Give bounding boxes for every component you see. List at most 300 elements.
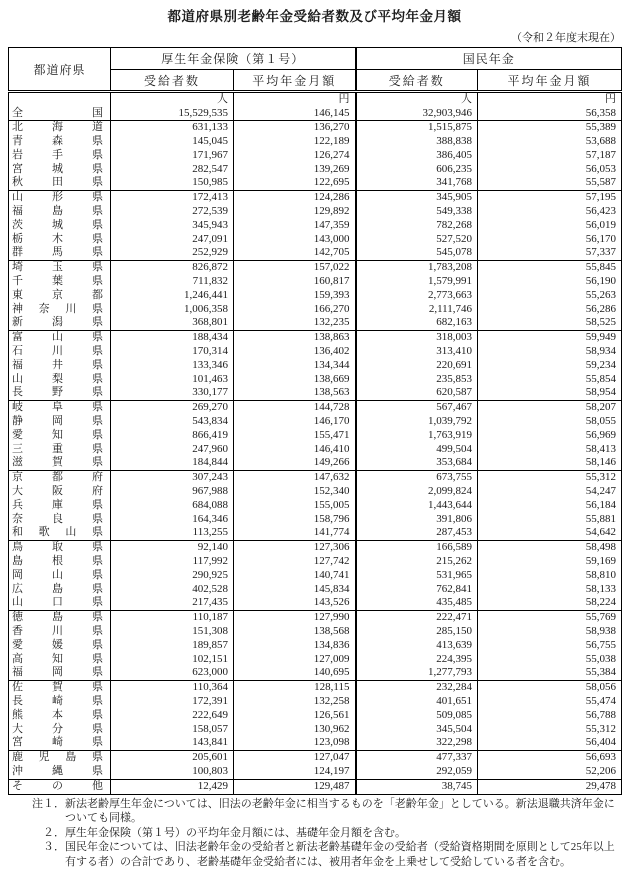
prefecture-name-text: 全 国: [12, 106, 103, 119]
value-cell: 159,393: [234, 289, 356, 303]
value-cell: 252,929: [111, 246, 234, 260]
value-cell: 217,435: [111, 596, 234, 610]
value-cell: 205,601: [192, 751, 228, 764]
value-cell: 133,346: [192, 358, 228, 371]
prefecture-name: [9, 765, 111, 779]
unit-label: 人: [217, 93, 228, 105]
prefecture-name-text: 島 根 県: [12, 555, 103, 567]
value-cell: 128,115: [234, 681, 356, 695]
value-cell: 673,755: [356, 471, 478, 485]
value-cell: 247,091: [192, 232, 228, 245]
note-text: 厚生年金保険（第１号）の平均年金月額には、基礎年金月額を含む。: [65, 826, 406, 839]
prefecture-name: [9, 471, 111, 485]
note-marker: ２．: [43, 826, 65, 839]
prefecture-name: [9, 415, 111, 429]
value-cell: 1,039,792: [356, 415, 478, 429]
table-row: [9, 625, 622, 639]
prefecture-name: [9, 359, 111, 373]
value-cell: 1,579,991: [356, 275, 478, 289]
table-row: [9, 415, 622, 429]
value-cell: 2,099,824: [356, 485, 478, 499]
table-row: [9, 373, 622, 387]
prefecture-name-text: 東 京 都: [12, 288, 103, 301]
value-cell: 140,695: [234, 666, 356, 680]
table-body: [9, 92, 622, 795]
prefecture-name: [9, 331, 111, 345]
value-cell: 285,150: [356, 625, 478, 639]
prefecture-name-text: 三 重 県: [12, 442, 103, 455]
value-cell: 189,857: [192, 638, 228, 651]
value-cell: 147,359: [234, 219, 356, 233]
value-cell: 55,038: [478, 653, 622, 667]
value-cell: 140,741: [234, 569, 356, 583]
prefecture-name: [9, 233, 111, 247]
value-cell: 166,270: [234, 303, 356, 317]
value-cell: 58,413: [478, 443, 622, 457]
value-cell: 58,525: [478, 316, 622, 330]
value-cell: 58,055: [478, 415, 622, 429]
value-cell: 58,133: [478, 583, 622, 597]
value-cell: 56,184: [478, 499, 622, 513]
value-cell: 127,306: [234, 541, 356, 555]
value-cell: 222,649: [192, 708, 228, 721]
prefecture-name: [9, 569, 111, 583]
value-cell: 126,561: [234, 709, 356, 723]
prefecture-name: [9, 513, 111, 527]
value-cell: 55,312: [478, 723, 622, 737]
value-cell: 215,262: [356, 555, 478, 569]
note-marker: 注１．: [32, 797, 65, 810]
value-cell: 287,453: [356, 526, 478, 540]
value-cell: 322,298: [356, 736, 478, 750]
prefecture-name-text: 福 岡 県: [12, 666, 103, 679]
prefecture-name-text: 長 崎 県: [12, 694, 103, 707]
value-cell: 402,528: [192, 582, 228, 595]
table-row: [9, 303, 622, 317]
prefecture-name-text: 宮 城 県: [12, 162, 103, 175]
value-cell: 567,467: [356, 401, 478, 415]
table-row: [9, 723, 622, 737]
prefecture-name-text: 大 阪 府: [12, 485, 103, 498]
value-cell: 132,235: [234, 316, 356, 330]
value-cell: 413,639: [356, 639, 478, 653]
value-cell: 100,803: [111, 765, 234, 779]
value-cell: 55,389: [478, 121, 622, 135]
sub-header-average-kokumin: 平均年金月額: [478, 70, 622, 92]
corner-header-prefecture: 都道府県: [9, 48, 111, 92]
note-text: 新法老齢厚生年金については、旧法の老齢年金に相当するものを「老齢年金」としている。新法退職共済年金についても同様。: [65, 797, 615, 825]
table-row: [9, 709, 622, 723]
value-cell: 56,286: [478, 303, 622, 317]
table-row: [9, 736, 622, 750]
note-item: [32, 840, 622, 869]
value-cell: 58,224: [478, 596, 622, 610]
prefecture-name-text: 沖 縄 県: [12, 764, 103, 777]
prefecture-name-text: 北 海 道: [12, 121, 103, 134]
prefecture-name-text: 熊 本 県: [12, 708, 103, 721]
prefecture-name: [9, 456, 111, 470]
value-cell: 2,111,746: [356, 303, 478, 317]
prefecture-name-text: 山 口 県: [12, 596, 103, 609]
prefecture-name: [9, 176, 111, 190]
prefecture-name: [9, 191, 111, 205]
page-title: 都道府県別老齢年金受給者数及び平均年金月額: [167, 9, 462, 25]
prefecture-name-text: 京 都 府: [12, 471, 103, 484]
prefecture-name: [9, 555, 111, 569]
value-cell: 143,526: [234, 596, 356, 610]
value-cell: 435,485: [356, 596, 478, 610]
prefecture-name-text: 福 島 県: [12, 205, 103, 218]
table-row: [9, 681, 622, 695]
value-cell: 762,841: [356, 583, 478, 597]
notes-list: [32, 797, 622, 870]
value-cell: 155,471: [234, 429, 356, 443]
value-cell: 866,419: [192, 428, 228, 441]
value-cell: 967,988: [192, 485, 228, 498]
value-cell: 545,078: [356, 246, 478, 260]
value-cell: 123,098: [234, 736, 356, 750]
table-row: [9, 666, 622, 680]
prefecture-name-text: そ の 他: [12, 779, 103, 792]
prefecture-name-text: 広 島 県: [12, 582, 103, 595]
value-cell: 401,651: [356, 695, 478, 709]
value-cell: 224,395: [356, 653, 478, 667]
prefecture-name: [9, 401, 111, 415]
value-cell: 146,410: [234, 443, 356, 457]
value-cell: 158,057: [192, 722, 228, 735]
value-cell: 477,337: [356, 751, 478, 765]
prefecture-name-text: 茨 城 県: [12, 218, 103, 231]
table-row: [9, 121, 622, 135]
table-row: [9, 639, 622, 653]
value-cell: 184,844: [111, 456, 234, 470]
value-cell: 132,258: [234, 695, 356, 709]
date-note: （令和２年度末現在）: [511, 32, 621, 44]
prefecture-name: [9, 373, 111, 387]
value-cell: 55,854: [478, 373, 622, 387]
value-cell: 127,009: [234, 653, 356, 667]
value-cell: 38,745: [356, 779, 478, 794]
value-cell: 143,841: [111, 736, 234, 750]
sub-header-average-kosei: 平均年金月額: [234, 70, 356, 92]
value-cell: 53,688: [478, 135, 622, 149]
table-row: [9, 331, 622, 345]
value-cell: 145,045: [192, 135, 228, 148]
prefecture-name-text: 愛 媛 県: [12, 638, 103, 651]
value-cell: 150,985: [111, 176, 234, 190]
table-row: [9, 386, 622, 400]
value-cell: 345,943: [192, 218, 228, 231]
value-cell: 56,404: [478, 736, 622, 750]
value-cell: 56,190: [478, 275, 622, 289]
value-cell: 55,769: [478, 611, 622, 625]
value-cell: 139,269: [234, 163, 356, 177]
value-cell: 142,705: [234, 246, 356, 260]
value-cell: 55,263: [478, 289, 622, 303]
value-cell: 138,863: [234, 331, 356, 345]
prefecture-name-text: 大 分 県: [12, 722, 103, 735]
table-row: [9, 513, 622, 527]
prefecture-name-text: 山 形 県: [12, 191, 103, 204]
value-cell: 57,337: [478, 246, 622, 260]
prefecture-name: [9, 135, 111, 149]
value-cell: 55,845: [478, 261, 622, 275]
table-row: [9, 611, 622, 625]
value-cell: 59,234: [478, 359, 622, 373]
prefecture-name: [9, 723, 111, 737]
value-cell: 56,693: [478, 751, 622, 765]
value-cell: 92,140: [197, 541, 228, 554]
value-cell: 172,413: [192, 191, 228, 204]
prefecture-name: [9, 386, 111, 400]
value-cell: 58,056: [478, 681, 622, 695]
prefecture-name: [9, 261, 111, 275]
table-row: [9, 135, 622, 149]
value-cell: 124,286: [234, 191, 356, 205]
value-cell: 127,990: [234, 611, 356, 625]
value-cell: 631,133: [192, 121, 228, 134]
value-cell: 136,402: [234, 345, 356, 359]
prefecture-name: [9, 583, 111, 597]
prefecture-name: [9, 121, 111, 135]
table-row: [9, 233, 622, 247]
value-cell: 232,284: [356, 681, 478, 695]
value-cell: 368,801: [111, 316, 234, 330]
value-cell: 129,487: [234, 779, 356, 794]
value-cell: 58,146: [478, 456, 622, 470]
value-cell: 56,423: [478, 205, 622, 219]
prefecture-name-text: 岩 手 県: [12, 148, 103, 161]
value-cell: 146,170: [234, 415, 356, 429]
value-cell: 606,235: [356, 163, 478, 177]
value-cell: 1,277,793: [356, 666, 478, 680]
value-cell: 386,405: [356, 149, 478, 163]
prefecture-name: [9, 316, 111, 330]
prefecture-name-text: 兵 庫 県: [12, 498, 103, 511]
value-cell: 313,410: [356, 345, 478, 359]
value-cell: 56,053: [478, 163, 622, 177]
value-cell: 127,742: [234, 555, 356, 569]
value-cell: 54,247: [478, 485, 622, 499]
value-cell: 12,429: [197, 779, 228, 792]
value-cell: 59,949: [478, 331, 622, 345]
value-cell: 138,563: [234, 386, 356, 400]
value-cell: 543,834: [192, 415, 228, 428]
value-cell: 247,960: [192, 442, 228, 455]
prefecture-name: [9, 681, 111, 695]
value-cell: 345,504: [356, 723, 478, 737]
prefecture-name: [9, 345, 111, 359]
prefecture-name: [9, 246, 111, 260]
value-cell: 782,268: [356, 219, 478, 233]
group-header-row: [9, 48, 622, 70]
value-cell: 55,384: [478, 666, 622, 680]
table-row: [9, 149, 622, 163]
table-row: [9, 219, 622, 233]
value-cell: 138,568: [234, 625, 356, 639]
prefecture-name-text: 千 葉 県: [12, 275, 103, 288]
value-cell: 52,206: [478, 765, 622, 779]
value-cell: 388,838: [356, 135, 478, 149]
value-cell: 56,788: [478, 709, 622, 723]
table-row: [9, 596, 622, 610]
table-row: [9, 751, 622, 765]
prefecture-name-text: 愛 知 県: [12, 428, 103, 441]
note-item: [32, 797, 622, 826]
value-cell: 58,934: [478, 345, 622, 359]
value-cell: 353,684: [356, 456, 478, 470]
prefecture-name: [9, 526, 111, 540]
value-cell: 171,967: [192, 148, 228, 161]
value-cell: 151,308: [192, 624, 228, 637]
table-row: [9, 765, 622, 779]
value-cell: 55,312: [478, 471, 622, 485]
table-row: [9, 583, 622, 597]
value-cell: 1,763,919: [356, 429, 478, 443]
value-cell: 620,587: [356, 386, 478, 400]
value-cell: 170,314: [192, 345, 228, 358]
prefecture-name: [9, 163, 111, 177]
value-cell: 141,774: [234, 526, 356, 540]
value-cell: 549,338: [356, 205, 478, 219]
prefecture-name: [9, 541, 111, 555]
table-row: [9, 443, 622, 457]
value-cell: 391,806: [356, 513, 478, 527]
value-cell: 136,270: [234, 121, 356, 135]
table-row: [9, 107, 622, 121]
value-cell: 144,728: [234, 401, 356, 415]
value-cell: 499,504: [356, 443, 478, 457]
value-cell: 292,059: [356, 765, 478, 779]
unit-label: 円: [234, 92, 356, 107]
prefecture-name-text: 佐 賀 県: [12, 681, 103, 694]
units-row: [9, 92, 622, 107]
prefecture-name-text: 鳥 取 県: [12, 541, 103, 554]
prefecture-name-text: 秋 田 県: [12, 176, 103, 189]
table-row: [9, 246, 622, 260]
value-cell: 129,892: [234, 205, 356, 219]
prefecture-name: [9, 736, 111, 750]
prefecture-name: [9, 625, 111, 639]
note-marker: ３．: [43, 841, 65, 854]
prefecture-name-text: 富 山 県: [12, 331, 103, 344]
value-cell: 55,474: [478, 695, 622, 709]
prefecture-name: [9, 666, 111, 680]
value-cell: 2,773,663: [356, 289, 478, 303]
value-cell: 32,903,946: [356, 107, 478, 121]
value-cell: 124,197: [234, 765, 356, 779]
prefecture-name-text: 岐 阜 県: [12, 401, 103, 414]
table-row: [9, 695, 622, 709]
value-cell: 157,022: [234, 261, 356, 275]
value-cell: 158,796: [234, 513, 356, 527]
prefecture-name: [9, 107, 111, 121]
table-row: [9, 191, 622, 205]
table-row: [9, 261, 622, 275]
note-item: [32, 826, 622, 841]
table-row: [9, 779, 622, 794]
value-cell: 711,832: [192, 275, 228, 288]
units-blank-cell: [9, 92, 111, 107]
value-cell: 122,189: [234, 135, 356, 149]
prefecture-name: [9, 149, 111, 163]
value-cell: 282,547: [192, 162, 228, 175]
table-row: [9, 359, 622, 373]
value-cell: 826,872: [192, 261, 228, 274]
value-cell: 235,853: [356, 373, 478, 387]
value-cell: 59,169: [478, 555, 622, 569]
prefecture-name-text: 山 梨 県: [12, 372, 103, 385]
value-cell: 58,938: [478, 625, 622, 639]
value-cell: 55,881: [478, 513, 622, 527]
value-cell: 164,346: [192, 512, 228, 525]
table-row: [9, 401, 622, 415]
value-cell: 146,145: [234, 107, 356, 121]
group-header-kosei: 厚生年金保険（第１号）: [111, 48, 356, 70]
value-cell: 145,834: [234, 583, 356, 597]
prefecture-name: [9, 653, 111, 667]
prefecture-name-text: 香 川 県: [12, 624, 103, 637]
prefecture-name: [9, 611, 111, 625]
prefecture-name-text: 群 馬 県: [12, 246, 103, 259]
value-cell: 684,088: [192, 498, 228, 511]
table-row: [9, 555, 622, 569]
prefecture-name-text: 静 岡 県: [12, 415, 103, 428]
group-header-kokumin: 国民年金: [356, 48, 622, 70]
table-row: [9, 569, 622, 583]
value-cell: 307,243: [192, 471, 228, 484]
value-cell: 58,207: [478, 401, 622, 415]
value-cell: 143,000: [234, 233, 356, 247]
value-cell: 188,434: [192, 331, 228, 344]
prefecture-name: [9, 695, 111, 709]
prefecture-name: [9, 709, 111, 723]
value-cell: 102,151: [192, 652, 228, 665]
value-cell: 57,187: [478, 149, 622, 163]
prefecture-name: [9, 429, 111, 443]
prefecture-name-text: 栃 木 県: [12, 232, 103, 245]
prefecture-name: [9, 289, 111, 303]
value-cell: 149,266: [234, 456, 356, 470]
prefecture-name: [9, 205, 111, 219]
value-cell: 138,669: [234, 373, 356, 387]
table-row: [9, 163, 622, 177]
table-row: [9, 275, 622, 289]
value-cell: 134,836: [234, 639, 356, 653]
value-cell: 57,195: [478, 191, 622, 205]
prefecture-name-text: 福 井 県: [12, 358, 103, 371]
value-cell: 56,755: [478, 639, 622, 653]
prefecture-name-text: 新 潟 県: [12, 316, 103, 329]
prefecture-name-text: 鹿 児 島 県: [12, 751, 103, 764]
value-cell: 56,019: [478, 219, 622, 233]
prefecture-name-text: 奈 良 県: [12, 512, 103, 525]
value-cell: 55,587: [478, 176, 622, 190]
value-cell: 220,691: [356, 359, 478, 373]
value-cell: 1,246,441: [184, 288, 228, 301]
unit-label: 円: [478, 92, 622, 107]
value-cell: 341,768: [356, 176, 478, 190]
table-row: [9, 316, 622, 330]
table-row: [9, 289, 622, 303]
table-row: [9, 485, 622, 499]
table-row: [9, 526, 622, 540]
value-cell: 155,005: [234, 499, 356, 513]
prefecture-name-text: 高 知 県: [12, 652, 103, 665]
value-cell: 531,965: [356, 569, 478, 583]
value-cell: 29,478: [478, 779, 622, 794]
value-cell: 330,177: [111, 386, 234, 400]
